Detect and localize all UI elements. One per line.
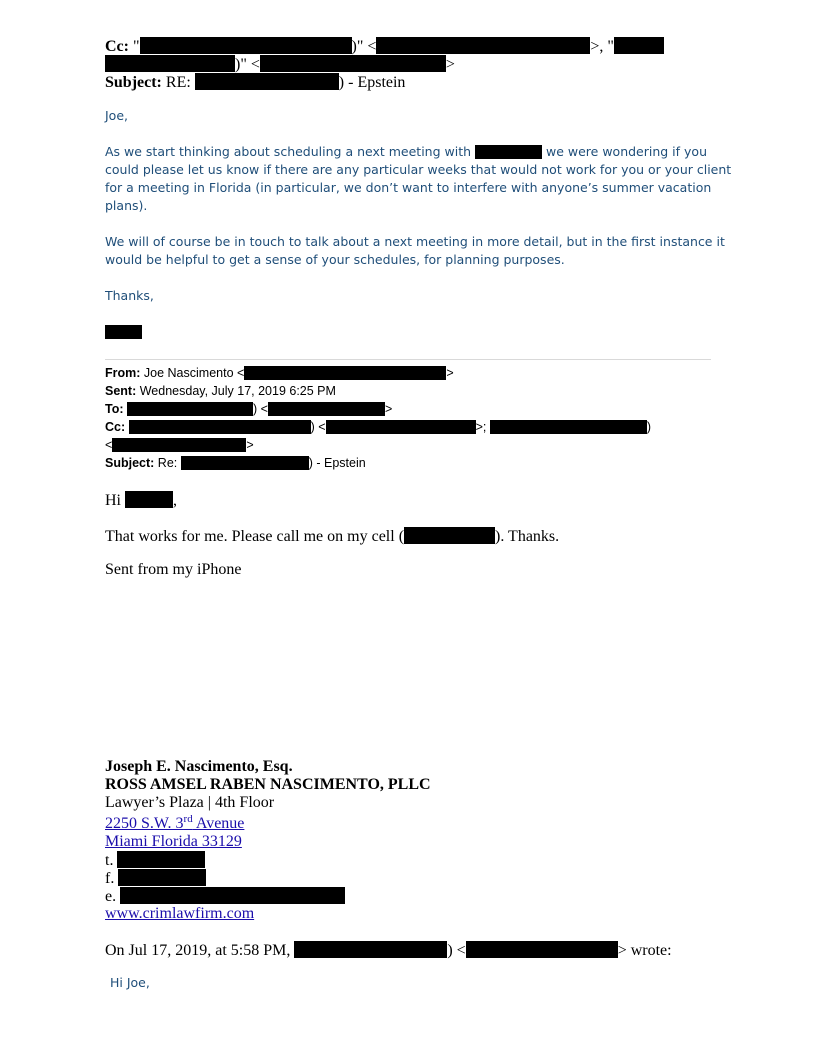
redaction [181, 456, 309, 470]
email2-cc-line-2: < > [105, 438, 254, 452]
redaction [140, 37, 352, 54]
email2-greeting: Hi , [105, 492, 177, 509]
signature-firm [105, 776, 431, 794]
signature-email [105, 887, 345, 906]
subject-suffix: ) - Epstein [338, 74, 406, 91]
divider [105, 359, 711, 360]
intro-text: On Jul 17, 2019, at 5:58 PM, [105, 942, 291, 959]
redaction [490, 420, 647, 434]
redaction [268, 402, 385, 416]
redaction [475, 145, 542, 159]
signature-phone [105, 851, 205, 870]
body-text-b: ). Thanks. [495, 528, 560, 545]
email1-para1-line1 [105, 143, 707, 161]
redaction [294, 941, 447, 958]
signature-redaction [105, 325, 142, 339]
email2-sent-from: Sent from my iPhone [105, 561, 242, 578]
cc-label: Cc: [105, 38, 129, 55]
from-name: Joe Nascimento < [143, 366, 245, 380]
website-link[interactable]: www.crimlawfirm.com [105, 905, 255, 922]
top-cc-line: Cc: " )" < >, " [105, 37, 664, 56]
email1-para2-line1: We will of course be in touch to talk about a next meeting in more detail, but in the first instance it [105, 234, 725, 249]
e-label: e. [105, 888, 117, 905]
redaction [326, 420, 476, 434]
redaction [404, 527, 495, 544]
redaction [118, 869, 206, 886]
para1-text-b: we were wondering if you [542, 144, 707, 159]
redaction [120, 887, 345, 904]
email2-from-line: From: Joe Nascimento < > [105, 366, 454, 380]
para1-text-a: As we start thinking about scheduling a next meeting with [105, 144, 472, 159]
signature-street[interactable] [105, 815, 244, 833]
city-link[interactable]: Miami Florida 33129 [105, 833, 242, 850]
to-label: To: [105, 402, 124, 416]
subject-label-2: Subject: [105, 456, 155, 470]
email1-para1-line4: plans). [105, 198, 148, 213]
redaction [376, 37, 590, 54]
signature-name [105, 758, 293, 776]
redaction [195, 73, 339, 90]
subject-label: Subject: [105, 74, 162, 91]
email2-subject-line [105, 454, 366, 472]
firm-text: ROSS AMSEL RABEN NASCIMENTO, PLLC [105, 776, 431, 793]
quoted-greeting: Hi Joe, [110, 975, 150, 990]
t-label: t. [105, 852, 114, 869]
subject-suffix-2: ) - Epstein [308, 456, 366, 470]
body-text-a: That works for me. Please call me on my cell ( [105, 528, 405, 545]
greeting-text: Hi [105, 492, 121, 509]
email2-body [105, 527, 559, 546]
redaction [127, 402, 253, 416]
signature-fax [105, 869, 206, 888]
signature-city[interactable] [105, 833, 242, 851]
signature-website[interactable] [105, 905, 254, 923]
street-b: Avenue [192, 815, 245, 832]
cc-label-2: Cc: [105, 420, 126, 434]
email1-greeting: Joe, [105, 108, 128, 123]
email1-para2-line2: would be helpful to get a sense of your schedules, for planning purposes. [105, 252, 565, 267]
redaction [260, 55, 446, 72]
sent-label: Sent: [105, 384, 137, 398]
redaction [125, 491, 173, 508]
f-label: f. [105, 870, 115, 887]
top-cc-line-2: )" < > [105, 55, 455, 74]
signature-building: Lawyer’s Plaza | 4th Floor [105, 794, 275, 811]
sent-value: Wednesday, July 17, 2019 6:25 PM [139, 384, 336, 398]
redaction [244, 366, 446, 380]
redaction [117, 851, 205, 868]
street-link[interactable] [105, 815, 244, 832]
redaction [105, 55, 235, 72]
street-a: 2250 S.W. 3 [105, 815, 184, 832]
quoted-intro: On Jul 17, 2019, at 5:58 PM, ) < > wrote: [105, 942, 672, 959]
redaction [112, 438, 246, 452]
email1-para1-line2: could please let us know if there are any particular weeks that would not work for you or your client [105, 162, 732, 177]
from-label: From: [105, 366, 141, 380]
redaction [614, 37, 664, 54]
email1-closing: Thanks, [105, 288, 154, 303]
email1-para1-line3: for a meeting in Florida (in particular, we don’t want to interfere with anyone’s summer vacation [105, 180, 712, 195]
wrote-text: > wrote: [617, 942, 672, 959]
name-text: Joseph E. Nascimento, Esq. [105, 758, 293, 775]
email2-sent-line [105, 382, 336, 400]
subject-prefix: RE: [165, 74, 191, 91]
subject-prefix-2: Re: [157, 456, 178, 470]
top-subject-line [105, 73, 405, 92]
redaction [129, 420, 311, 434]
redaction [466, 941, 618, 958]
email2-cc-line: Cc: ) < >; ) [105, 420, 651, 434]
street-sup: rd [183, 813, 193, 825]
email2-to-line: To: ) < > [105, 402, 393, 416]
